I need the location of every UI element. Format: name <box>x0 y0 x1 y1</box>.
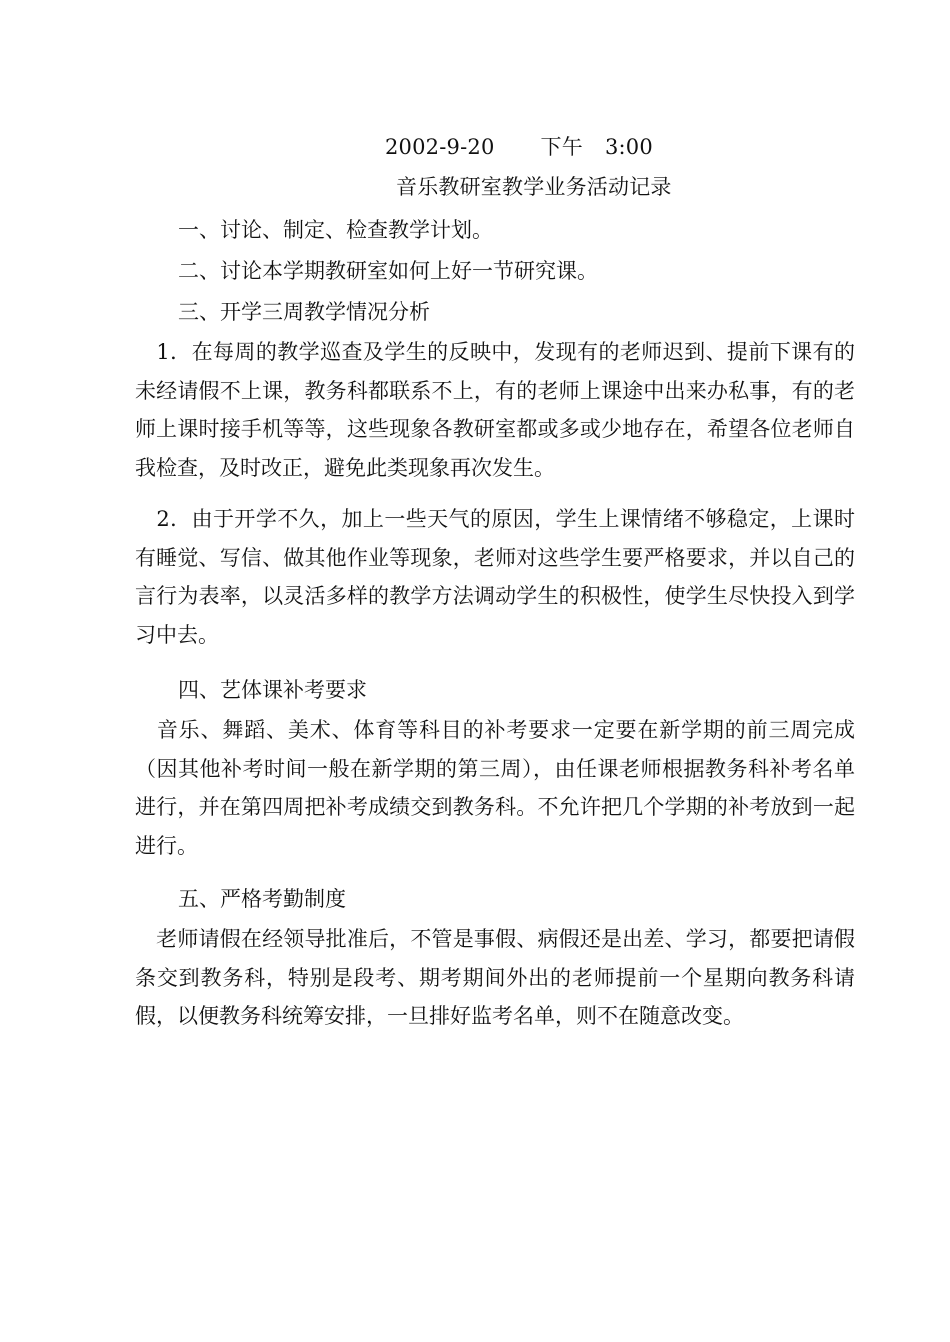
date-time-line <box>385 134 653 160</box>
item-4-paragraph: 音乐、舞蹈、美术、体育等科目的补考要求一定要在新学期的前三周完成（因其他补考时间一般在新学期的第三周），由任课老师根据教务科补考名单进行，并在第四周把补考成绩交到教务科。不允许把几个学期的补考放到一起进行。 <box>135 718 855 858</box>
item-5-paragraph: 老师请假在经领导批准后，不管是事假、病假还是出差、学习，都要把请假条交到教务科，特别是段考、期考期间外出的老师提前一个星期向教务科请假，以便教务科统筹安排，一旦排好监考名单，则不在随意改变。 <box>135 927 855 1028</box>
document-title: 音乐教研室教学业务活动记录 <box>396 175 672 199</box>
record-period: 下午 <box>540 135 583 159</box>
item-2: 二、讨论本学期教研室如何上好一节研究课。 <box>178 259 598 283</box>
item-3-paragraph-2: 2．由于开学不久，加上一些天气的原因，学生上课情绪不够稳定，上课时有睡觉、写信、做其他作业等现象，老师对这些学生要严格要求，并以自己的言行为表率，以灵活多样的教学方法调动学生的积极性，使学生尽快投入到学习中去。 <box>135 507 855 647</box>
record-time: 3:00 <box>604 135 653 159</box>
item-5-heading: 五、严格考勤制度 <box>178 887 346 911</box>
item-3-heading: 三、开学三周教学情况分析 <box>178 300 430 324</box>
item-1: 一、讨论、制定、检查教学计划。 <box>178 218 493 242</box>
item-3-paragraph-1: 1．在每周的教学巡查及学生的反映中，发现有的老师迟到、提前下课有的未经请假不上课，教务科都联系不上，有的老师上课途中出来办私事，有的老师上课时接手机等等，这些现象各教研室都或多或少地存在，希望各位老师自我检查，及时改正，避免此类现象再次发生。 <box>135 340 855 480</box>
item-4-heading: 四、艺体课补考要求 <box>178 678 367 702</box>
record-date: 2002-9-20 <box>385 135 495 159</box>
